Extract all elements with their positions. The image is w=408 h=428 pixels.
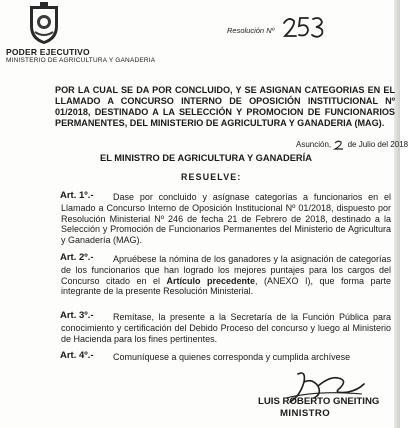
place-date (296, 140, 408, 150)
place-date-prefix: Asunción, (296, 140, 332, 150)
article-1-text: Dase por concluido y asígnase categorías a funcionarios en el Llamado a Concurso Interno de Oposición Institucional Nº 01/2018, dispuesto por Resolución Ministerial Nº 246 de fecha 21 de Febrero de 2018, destinado a la Selección y Promoción de Funcionarios Permanentes del Ministerio de Agricultura y Ganadería (MAG). (61, 192, 391, 246)
article-2-label: Art. 2º.- (60, 252, 94, 263)
resuelve-heading: RESUELVE: (181, 172, 242, 182)
resolution-label: Resolución Nº (227, 26, 275, 35)
article-2-text (61, 254, 391, 297)
article-1-label: Art. 1º.- (60, 190, 94, 201)
article-3-label: Art. 3º.- (60, 310, 94, 321)
article-4-label: Art. 4º.- (60, 350, 94, 361)
signer-title: MINISTRO (280, 408, 331, 419)
minister-heading: EL MINISTRO DE AGRICULTURA Y GANADERÍA (100, 153, 312, 163)
handwritten-day (333, 140, 345, 150)
signer-name: LUIS ROBERTO GNEITING (258, 396, 380, 407)
article-2-text-before: Apruébese la nómina de los ganadores y la asignación de categorías de los funcionarios que han logrado los mejores puntajes para los cargos del Concurso citado en el (61, 254, 391, 286)
national-seal-icon (24, 2, 64, 46)
article-2-text-after: , (ANEXO I), que forma parte integrante de la presente Resolución Ministerial. (61, 275, 391, 297)
article-4-text: Comuníquese a quienes corresponda y cumplida archívese (113, 352, 351, 362)
handwritten-resolution-number (281, 14, 327, 40)
header-authority: PODER EJECUTIVO (6, 47, 90, 57)
place-date-rest: de Julio del 2018 (347, 140, 408, 150)
scan-edge (394, 0, 400, 428)
article-3-text: Remítase, la presente a la Secretaría de la Función Pública para conocimiento y certificación del Debido Proceso del concurso y luego al Ministerio de Hacienda para los fines pertinentes. (61, 312, 391, 344)
header-ministry: MINISTERIO DE AGRICULTURA Y GANADERIA (6, 57, 156, 64)
article-2-text-bold: Artículo precedente (166, 275, 256, 286)
resolution-title: POR LA CUAL SE DA POR CONCLUIDO, Y SE ASIGNAN CATEGORIAS EN EL LLAMADO A CONCURSO INTERNO DE OPOSICIÓN INSTITUCIONAL Nº 01/2018, DESTINADO A LA SELECCIÓN Y PROMOCION DE FUNCIONARIOS PERMANENTES, DEL MINISTERIO DE AGRICULTURA Y GANADERIA (MAG). (55, 85, 395, 128)
